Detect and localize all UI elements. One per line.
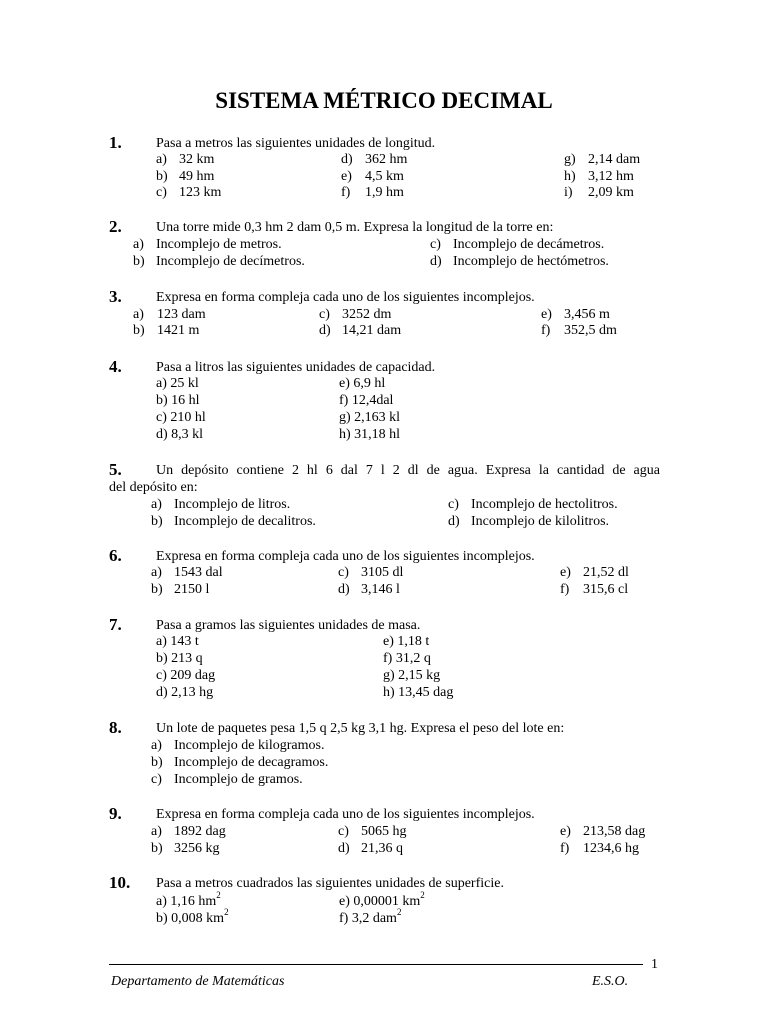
- item-row: [0, 737, 768, 754]
- exercise-number: 1.: [109, 133, 122, 152]
- list-item: f) 1234,6 hg: [560, 841, 639, 856]
- item-row: [0, 907, 768, 927]
- item-row: [0, 754, 768, 771]
- list-item: c) Incomplejo de gramos.: [151, 772, 303, 787]
- footer-divider: [109, 964, 643, 965]
- list-item: a) Incomplejo de kilogramos.: [151, 738, 325, 753]
- list-item: g) 2,15 kg: [383, 668, 441, 683]
- page-title: SISTEMA MÉTRICO DECIMAL: [215, 88, 553, 113]
- item-row: [0, 840, 768, 857]
- exercise-number: 5.: [109, 460, 122, 479]
- exercise-statement: Un depósito contiene 2 hl 6 dal 7 l 2 dl de agua. Expresa la cantidad de agua: [156, 463, 660, 478]
- list-item: f) 12,4dal: [339, 393, 394, 408]
- list-item: e) 6,9 hl: [339, 376, 386, 391]
- list-item: b) 213 q: [156, 651, 203, 666]
- list-item: b) Incomplejo de decímetros.: [133, 254, 305, 269]
- footer-department: Departamento de Matemáticas: [111, 974, 285, 989]
- list-item: d) 14,21 dam: [319, 323, 402, 338]
- list-item: c) 209 dag: [156, 668, 216, 683]
- list-item: a) 1,16 $hm^2$: [156, 890, 221, 909]
- item-row: [0, 581, 768, 598]
- exercise-statement-continued: del depósito en:: [109, 480, 198, 495]
- exercise-statement: Pasa a metros las siguientes unidades de longitud.: [156, 136, 436, 151]
- list-item: g) 2,163 kl: [339, 410, 401, 425]
- item-row: [0, 236, 768, 253]
- list-item: a) 1892 dag: [151, 824, 226, 839]
- exercise-statement: Expresa en forma compleja cada uno de los siguientes incomplejos.: [156, 807, 535, 822]
- list-item: c) 210 hl: [156, 410, 206, 425]
- list-item: h) 31,18 hl: [339, 427, 401, 442]
- list-item: e) 3,456 m: [541, 307, 610, 322]
- item-row: [0, 496, 768, 513]
- item-row: [0, 564, 768, 581]
- item-row: [0, 771, 768, 788]
- exercise-statement: Una torre mide 0,3 hm 2 dam 0,5 m. Expresa la longitud de la torre en:: [156, 220, 554, 235]
- list-item: c) 123 km: [156, 185, 222, 200]
- list-item: c) 3252 dm: [319, 307, 392, 322]
- exercise-statement: Pasa a litros las siguientes unidades de capacidad.: [156, 360, 436, 375]
- list-item: d) Incomplejo de kilolitros.: [448, 514, 610, 529]
- list-item: f) 315,6 cl: [560, 582, 629, 597]
- list-item: h) 3,12 hm: [564, 169, 634, 184]
- list-item: e) 21,52 dl: [560, 565, 629, 580]
- exercise-statement: Pasa a gramos las siguientes unidades de masa.: [156, 618, 421, 633]
- list-item: a) 32 km: [156, 152, 215, 167]
- list-item: c) 3105 dl: [338, 565, 404, 580]
- list-item: d) Incomplejo de hectómetros.: [430, 254, 609, 269]
- item-row: [0, 633, 768, 650]
- item-row: [0, 375, 768, 392]
- list-item: e) 1,18 t: [383, 634, 430, 649]
- list-item: b) 0,008 $km^2$: [156, 907, 229, 926]
- exercise-number: 7.: [109, 615, 122, 634]
- exercise-statement: Un lote de paquetes pesa 1,5 q 2,5 kg 3,1 hg. Expresa el peso del lote en:: [156, 721, 565, 736]
- item-row: [0, 168, 768, 185]
- item-row: [0, 392, 768, 409]
- list-item: a) 123 dam: [133, 307, 206, 322]
- list-item: b) 16 hl: [156, 393, 200, 408]
- exercise-number: 3.: [109, 287, 122, 306]
- exercise-number: 4.: [109, 357, 122, 376]
- item-row: [0, 306, 768, 323]
- list-item: d) 3,146 l: [338, 582, 400, 597]
- exercise-statement: Expresa en forma compleja cada uno de los siguientes incomplejos.: [156, 549, 535, 564]
- list-item: b) 49 hm: [156, 169, 215, 184]
- item-row: [0, 684, 768, 701]
- list-item: c) 5065 hg: [338, 824, 407, 839]
- list-item: c) Incomplejo de decámetros.: [430, 237, 605, 252]
- list-item: d) 8,3 kl: [156, 427, 204, 442]
- list-item: b) 1421 m: [133, 323, 200, 338]
- item-row: [0, 823, 768, 840]
- list-item: b) Incomplejo de decalitros.: [151, 514, 316, 529]
- list-item: f) 3,2 dam$^2$: [339, 907, 402, 926]
- exercise-number: 10.: [109, 873, 131, 892]
- list-item: d) 362 hm: [341, 152, 408, 167]
- list-item: i) 2,09 km: [564, 185, 634, 200]
- exercise-number: 6.: [109, 546, 122, 565]
- item-row: [0, 650, 768, 667]
- list-item: b) 3256 kg: [151, 841, 220, 856]
- list-item: a) Incomplejo de metros.: [133, 237, 282, 252]
- list-item: d) 21,36 q: [338, 841, 403, 856]
- list-item: c) Incomplejo de hectolitros.: [448, 497, 618, 512]
- list-item: e) 213,58 dag: [560, 824, 646, 839]
- exercise-statement: Pasa a metros cuadrados las siguientes unidades de superficie.: [156, 876, 504, 891]
- list-item: e) 4,5 km: [341, 169, 404, 184]
- list-item: a) 25 kl: [156, 376, 199, 391]
- item-row: [0, 426, 768, 443]
- list-item: a) 1543 dal: [151, 565, 223, 580]
- item-row: [0, 890, 768, 910]
- list-item: f) 1,9 hm: [341, 185, 404, 200]
- exercise-number: 8.: [109, 718, 122, 737]
- exercise-number: 9.: [109, 804, 122, 823]
- list-item: f) 31,2 q: [383, 651, 431, 666]
- list-item: b) Incomplejo de decagramos.: [151, 755, 329, 770]
- item-row: [0, 409, 768, 426]
- list-item: b) 2150 l: [151, 582, 210, 597]
- list-item: d) 2,13 hg: [156, 685, 214, 700]
- list-item: e) 0,00001 $km^2$: [339, 890, 425, 909]
- exercise-statement: Expresa en forma compleja cada uno de los siguientes incomplejos.: [156, 290, 535, 305]
- exercise-number: 2.: [109, 217, 122, 236]
- list-item: h) 13,45 dag: [383, 685, 454, 700]
- list-item: a) 143 t: [156, 634, 199, 649]
- page-number: 1: [651, 957, 658, 972]
- item-row: [0, 667, 768, 684]
- list-item: a) Incomplejo de litros.: [151, 497, 291, 512]
- item-row: [0, 322, 768, 339]
- footer-level: E.S.O.: [592, 974, 629, 989]
- item-row: [0, 151, 768, 168]
- item-row: [0, 253, 768, 270]
- item-row: [0, 513, 768, 530]
- item-row: [0, 184, 768, 201]
- list-item: g) 2,14 dam: [564, 152, 641, 167]
- list-item: f) 352,5 dm: [541, 323, 617, 338]
